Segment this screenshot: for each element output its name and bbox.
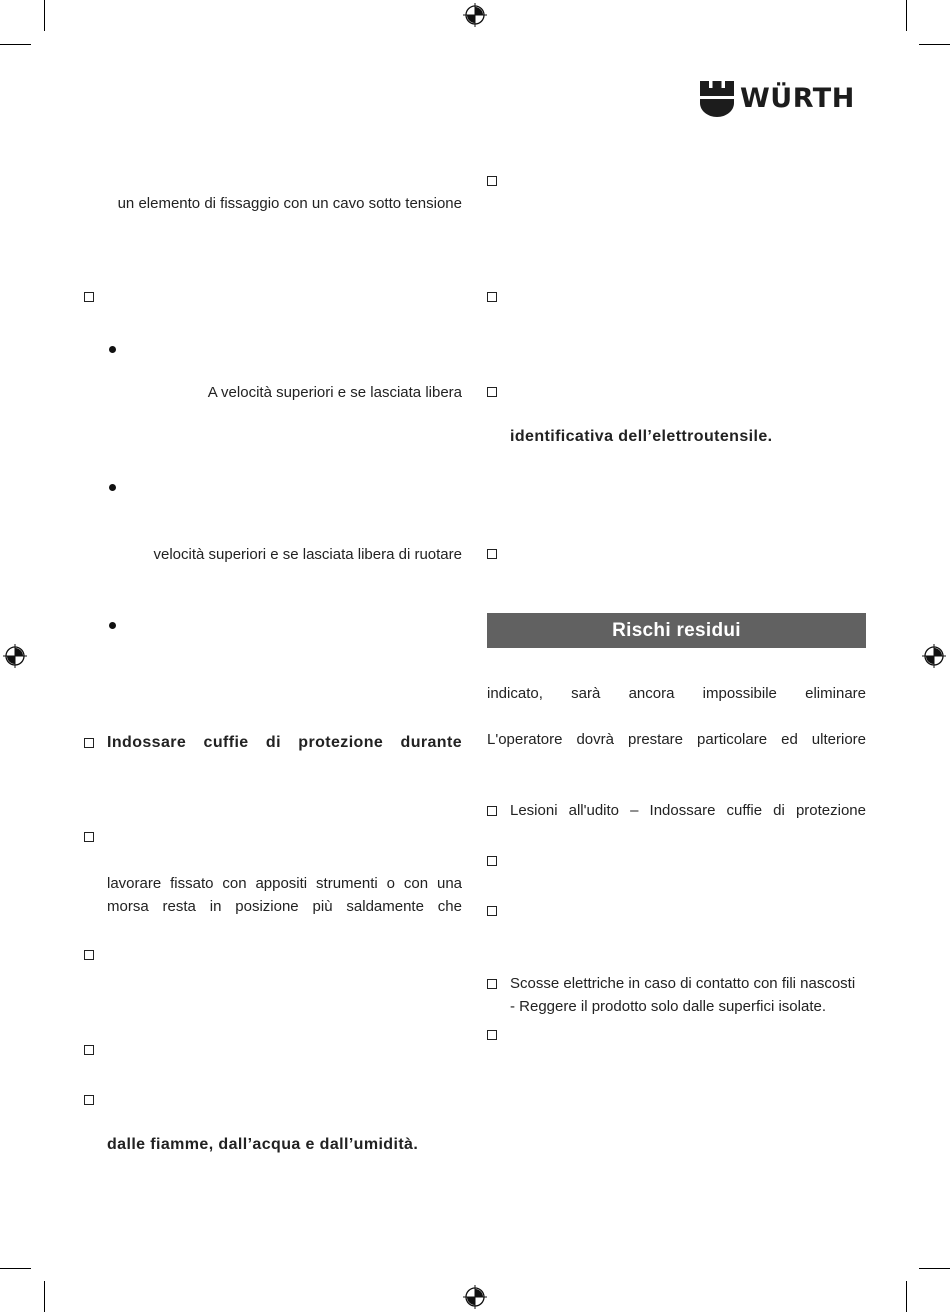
- crop-mark: [906, 1281, 907, 1312]
- crop-mark: [0, 1268, 31, 1269]
- list-item-text: Lesioni all'udito – Indossare cuffie di protezione: [510, 802, 866, 819]
- brand-name: WÜRTH: [740, 83, 855, 114]
- crop-mark: [906, 0, 907, 31]
- checkbox-icon: [84, 1095, 94, 1105]
- bullet-icon: [109, 622, 116, 629]
- wurth-logo-icon: [700, 81, 734, 117]
- bullet-icon: [109, 484, 116, 491]
- checkbox-icon: [84, 292, 94, 302]
- bold-heading-line: dalle fiamme, dall’acqua e dall’umidità.: [107, 1136, 419, 1153]
- text-line: A velocità superiori e se lasciata libera: [207, 384, 462, 401]
- registration-mark-icon: [463, 3, 487, 27]
- crop-mark: [919, 44, 950, 45]
- crop-mark: [44, 0, 45, 31]
- checkbox-icon: [487, 1030, 497, 1040]
- checkbox-icon: [487, 292, 497, 302]
- brand-logo: [700, 80, 866, 118]
- checkbox-icon: [487, 906, 497, 916]
- registration-mark-icon: [922, 644, 946, 668]
- crop-mark: [44, 1281, 45, 1312]
- checkbox-icon: [487, 176, 497, 186]
- text-line: un elemento di fissaggio con un cavo sotto tensione: [117, 195, 462, 212]
- section-title: Rischi residui: [487, 613, 866, 648]
- checkbox-icon: [487, 387, 497, 397]
- bullet-icon: [109, 346, 116, 353]
- bold-heading-line: Indossare cuffie di protezione durante: [107, 734, 462, 751]
- text-line: L'operatore dovrà prestare particolare ed ulteriore: [487, 731, 866, 748]
- checkbox-icon: [487, 806, 497, 816]
- text-line: velocità superiori e se lasciata libera di ruotare: [153, 546, 462, 563]
- text-line: lavorare fissato con appositi strumenti o con una: [107, 875, 462, 892]
- checkbox-icon: [487, 549, 497, 559]
- checkbox-icon: [487, 979, 497, 989]
- list-item-text: Scosse elettriche in caso di contatto con fili nascosti: [510, 975, 856, 992]
- list-item-text: - Reggere il prodotto solo dalle superfici isolate.: [510, 998, 827, 1015]
- registration-mark-icon: [463, 1285, 487, 1309]
- checkbox-icon: [84, 950, 94, 960]
- text-line: indicato, sarà ancora impossibile eliminare: [487, 685, 866, 702]
- checkbox-icon: [487, 856, 497, 866]
- registration-mark-icon: [3, 644, 27, 668]
- text-line: morsa resta in posizione più saldamente che: [107, 898, 462, 915]
- checkbox-icon: [84, 1045, 94, 1055]
- crop-mark: [919, 1268, 950, 1269]
- checkbox-icon: [84, 738, 94, 748]
- crop-mark: [0, 44, 31, 45]
- checkbox-icon: [84, 832, 94, 842]
- bold-heading-line: identificativa dell’elettroutensile.: [510, 428, 773, 445]
